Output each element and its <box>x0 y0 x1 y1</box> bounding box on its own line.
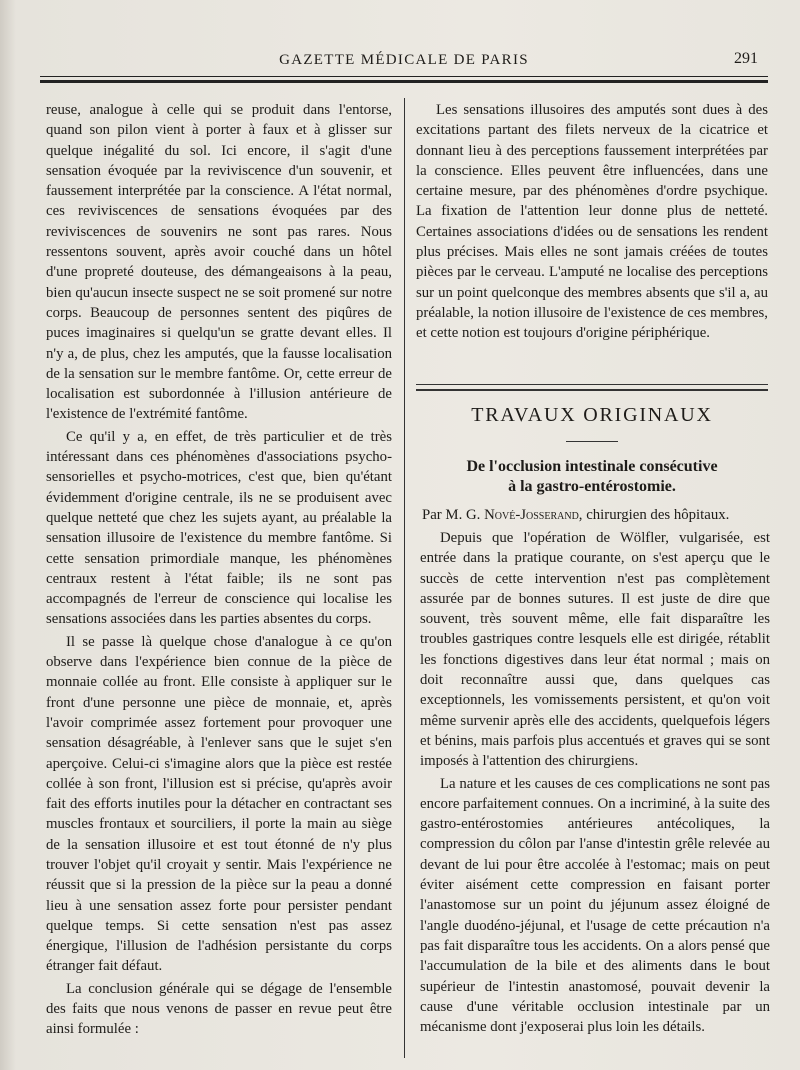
page-header <box>40 50 768 72</box>
article-paragraph-2: La nature et les causes de ces complications ne sont pas encore parfaitement connues. On a incriminé, à la suite des gastro-entérostomies antérieures antécoliques, la compression du côlon par l'anse d'intestin grêle relevée au devant de lui pour être accolée à l'estomac; mais on peut éviter aisément cette compression en faisant porter l'anastomose sur un point du jéjunum assez éloigné de l'angle duodéno-jéjunal, et l'usage de cette précaution n'a pas fait disparaître tous les accidents. On a alors pensé que l'accumulation de la bile et des aliments dans le bout supérieur de l'intestin anastomosé, pouvait devenir la cause d'une véritable occlusion intestinale par un mécanisme dont j'exposerai plus loin les détails. <box>420 775 770 1036</box>
header-rule-thick <box>40 80 768 83</box>
journal-title: GAZETTE MÉDICALE DE PARIS <box>279 52 529 68</box>
section-rule-thin <box>416 384 768 385</box>
left-paragraph-3: Il se passe là quelque chose d'analogue à ce qu'on observe dans l'expérience bien connue de la pièce de monnaie collée au front. Elle consiste à appliquer sur le front d'une personne une pièce de monnaie, et, après l'avoir comprimée assez fortement pour provoquer une sensation désagréable, à l'enlever sans que le sujet s'en aperçoive. Celui-ci s'imagine alors que la pièce est restée collée à son front, l'illusion est si précise, qu'après avoir fait des efforts inutiles pour la détacher en contractant ses muscles frontaux et sourciliers, il porte la main au siège de la sensation illusoire et est tout étonné de n'y plus trouver l'objet qu'il croyait y sentir. Mais l'expérience ne réussit que si la pression de la pièce sur la peau a donné lieu à une sensation assez forte pour persister pendant quelque temps. Si cette sensation n'est pas assez énergique, l'illusion de l'adhésion persistante du corps étranger fait défaut. <box>46 633 392 975</box>
heading-underline <box>566 441 618 442</box>
byline-suffix: , chirurgien des hôpitaux. <box>578 507 730 523</box>
left-paragraph-1: reuse, analogue à celle qui se produit dans l'entorse, quand son pilon vient à porter à faux et à glisser sur quelque inégalité du sol. Ici encore, il s'agit d'une sensation évoquée par la reviviscence d'un souvenir, et faussement interprétée par la conscience. A l'état normal, ces reviviscences de sensations évoquées par des reviviscences de souvenirs ne sont pas rares. Nous ressentons souvent, après avoir couché dans un hôtel d'une propreté douteuse, des démangeaisons à la peau, bien qu'aucun insecte suspect ne se soit promené sur notre corps. Beaucoup de personnes sentent des piqûres de puces imaginaires si quelqu'un se gratte devant elles. Il n'y a, de plus, chez les amputés, que la fausse localisation de la sensation sur le membre fantôme. Or, cette erreur de localisation est subordonnée à l'illusion antérieure de l'existence de l'extrémité fantôme. <box>46 102 392 423</box>
byline-prefix: Par M. G. <box>422 507 481 523</box>
left-paragraph-4: La conclusion générale qui se dégage de l'ensemble des faits que nous venons de passer en revue peut être ainsi formulée : <box>46 980 392 1038</box>
left-column <box>46 100 392 1040</box>
right-paragraph-1: Les sensations illusoires des amputés sont dues à des excitations partant des filets nerveux de la cicatrice et donnant lieu à des perceptions faussement interprétées par la conscience. Elles peuvent être influencées, dans une certaine mesure, par des phénomènes d'ordre psychique. La fixation de l'attention leur donne plus de netteté. Certaines associations d'idées ou de sensations les rendent plus précises. Mais elles ne sont jamais créées de toutes pièces par le cerveau. L'amputé ne localise des perceptions sur un point quelconque des membres absents que s'il a, au préalable, la notion illusoire de l'existence de ces membres, et cette notion est toujours d'origine périphérique. <box>416 102 768 342</box>
byline-author: Nové-Josserand <box>484 507 579 523</box>
column-divider <box>404 98 405 1058</box>
article-title-line-1: De l'occlusion intestinale consécutive <box>466 458 718 475</box>
article-body <box>420 528 770 1037</box>
header-rule-thin <box>40 76 768 77</box>
article-title-line-2: à la gastro-entérostomie. <box>508 478 676 495</box>
article-title <box>416 457 768 497</box>
right-column-top <box>416 100 768 344</box>
section-heading: TRAVAUX ORIGINAUX <box>471 404 713 426</box>
article-byline <box>422 505 772 525</box>
section-rule-thick <box>416 389 768 391</box>
left-paragraph-2: Ce qu'il y a, en effet, de très particulier et de très intéressant dans ces phénomènes d'associations psycho-sensorielles et psycho-motrices, c'est que, bien qu'étant évidemment d'origine centrale, ils ne se produisent avec quelque netteté que chez les sujets ayant, au préalable la sensation illusoire de l'existence du membre fantôme. Si cette sensation primordiale manque, les phénomènes centraux restent à l'état faible; ils ne sont pas accompagnés de l'erreur de conscience qui localise les sensations associées dans les parties absentes du corps. <box>46 428 392 628</box>
page-number: 291 <box>734 50 758 67</box>
article-paragraph-1: Depuis que l'opération de Wölfler, vulgarisée, est entrée dans la pratique courante, on s'est aperçu que le succès de cette intervention n'est pas complètement assurée par de bonnes sutures. Il est juste de dire que souvent, très souvent même, elle fait disparaître les troubles gastriques contre lesquels elle est dirigée, rétablit les fonctions digestives dans leur état normal ; mais on doit reconnaître aussi que, dans quelques cas exceptionnels, les vomissements persistent, et qu'on voit même survenir après elle des accidents, quelquefois légers et bénins, mais parfois plus accentués et graves qui se sont imposés à l'attention des chirurgiens. <box>420 530 770 770</box>
